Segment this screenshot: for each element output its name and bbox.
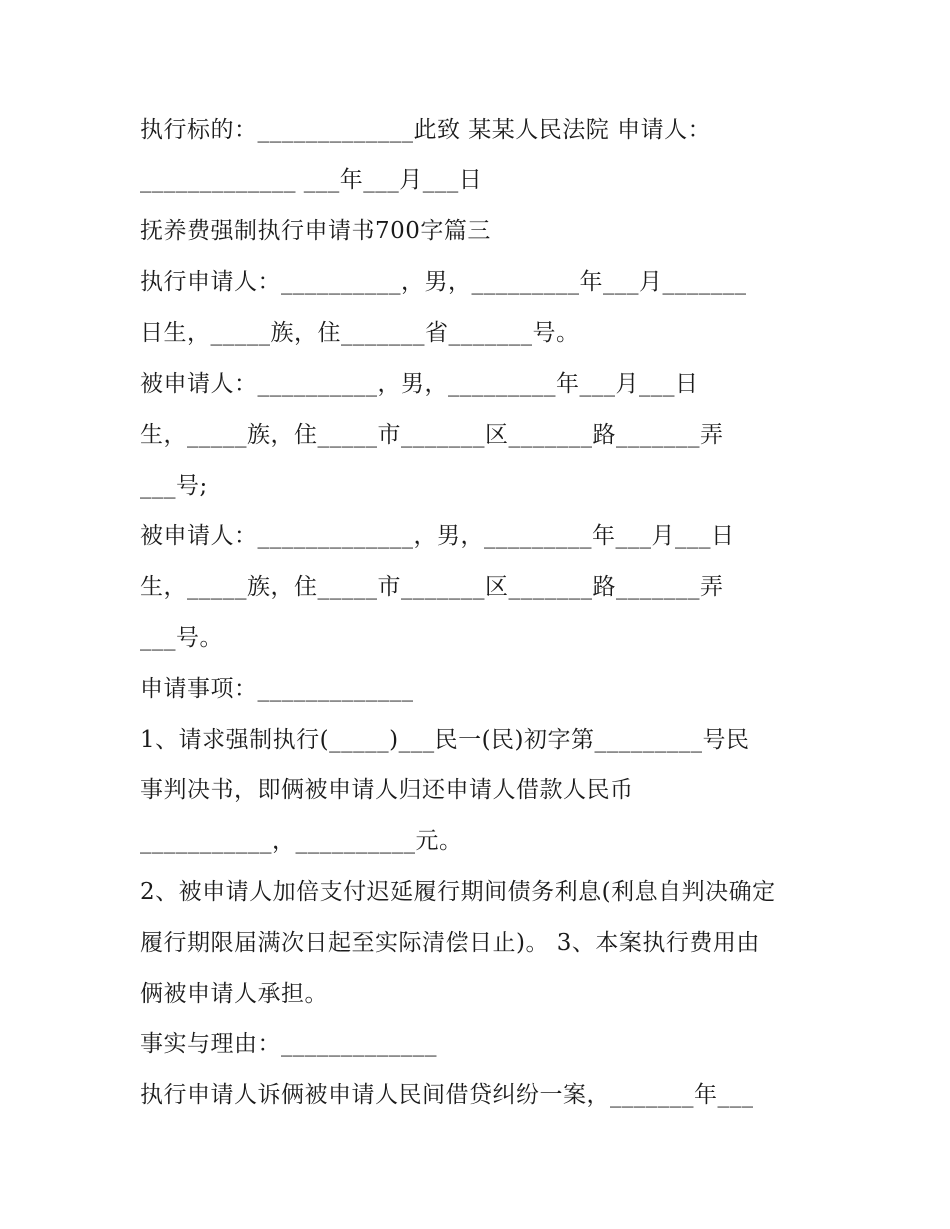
text-line-item-3-cont: 俩被申请人承担。 — [140, 981, 328, 1007]
text-line-item-2-cont: 履行期限届满次日起至实际清偿日止)。 3、本案执行费用由 — [140, 930, 760, 956]
text-line-application-items: 申请事项：_____________ — [140, 676, 414, 702]
text-line-respondent-2-address: 生，_____族，住_____市_______区_______路_______弄 — [140, 574, 724, 600]
text-line-date: _____________ ___年___月___日 — [140, 167, 483, 193]
text-line-facts-reasons: 事实与理由：_____________ — [140, 1031, 437, 1057]
text-line-item-1: 1、请求强制执行(_____)___民一(民)初字第_________号民 — [140, 727, 750, 753]
text-line-respondent-1: 被申请人：__________，男，_________年___月___日 — [140, 371, 699, 397]
text-line-item-1-cont: 事判决书，即俩被申请人归还申请人借款人民币 — [140, 777, 634, 803]
text-line-respondent-1-number: ___号; — [140, 473, 208, 499]
text-line-applicant: 执行申请人：__________，男，_________年___月_______ — [140, 269, 747, 295]
section-heading: 抚养费强制执行申请书700字篇三 — [140, 218, 491, 244]
text-line-item-1-amount: ___________，__________元。 — [140, 828, 463, 854]
text-line-respondent-1-address: 生，_____族，住_____市_______区_______路_______弄 — [140, 422, 724, 448]
text-line-item-2: 2、被申请人加倍支付迟延履行期间债务利息(利息自判决确定 — [140, 879, 776, 905]
text-line-respondent-2-number: ___号。 — [140, 625, 223, 651]
text-line-respondent-2: 被申请人：_____________，男，_________年___月___日 — [140, 523, 735, 549]
text-line-applicant-address: 日生，_____族，住_______省_______号。 — [140, 320, 580, 346]
text-line-facts-body: 执行申请人诉俩被申请人民间借贷纠纷一案，_______年___ — [140, 1082, 754, 1108]
text-line-execution-target: 执行标的：_____________此致 某某人民法院 申请人： — [140, 117, 712, 143]
